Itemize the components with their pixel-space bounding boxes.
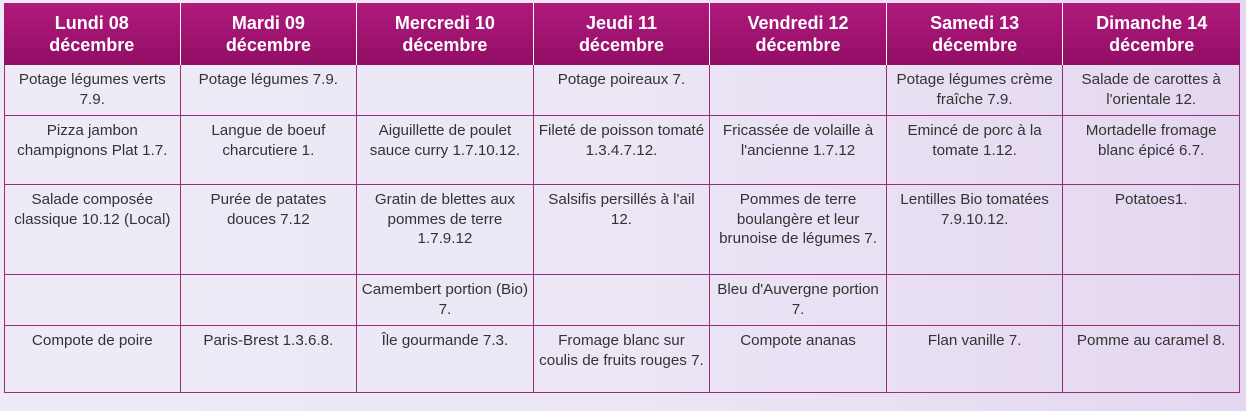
menu-cell: Salsifis persillés à l'ail 12. bbox=[534, 185, 711, 275]
menu-cell: Pizza jambon champignons Plat 1.7. bbox=[4, 116, 181, 185]
day-month: décembre bbox=[49, 35, 135, 55]
menu-cell: Compote de poire bbox=[4, 326, 181, 393]
menu-cell bbox=[1063, 275, 1240, 326]
day-name: Mardi 09 bbox=[231, 13, 305, 33]
menu-cell: Salade composée classique 10.12 (Local) bbox=[4, 185, 181, 275]
menu-cell: Langue de boeuf charcutiere 1. bbox=[181, 116, 358, 185]
day-header-tuesday bbox=[181, 3, 358, 65]
menu-cell bbox=[534, 275, 711, 326]
day-name: Samedi 13 bbox=[930, 13, 1020, 33]
menu-cell: Purée de patates douces 7.12 bbox=[181, 185, 358, 275]
day-header-wednesday bbox=[357, 3, 534, 65]
menu-cell: Emincé de porc à la tomate 1.12. bbox=[887, 116, 1064, 185]
menu-cell: Compote ananas bbox=[710, 326, 887, 393]
menu-row-main bbox=[4, 116, 1240, 185]
day-name: Jeudi 11 bbox=[585, 13, 657, 33]
menu-cell: Lentilles Bio tomatées 7.9.10.12. bbox=[887, 185, 1064, 275]
menu-table bbox=[4, 3, 1240, 393]
menu-cell: Fricassée de volaille à l'ancienne 1.7.12 bbox=[710, 116, 887, 185]
menu-row-side bbox=[4, 185, 1240, 275]
menu-cell: Potatoes1. bbox=[1063, 185, 1240, 275]
day-month: décembre bbox=[1109, 35, 1195, 55]
day-header-sunday bbox=[1063, 3, 1240, 65]
day-header-monday bbox=[4, 3, 181, 65]
menu-cell: Potage légumes crème fraîche 7.9. bbox=[887, 65, 1064, 116]
menu-cell: Paris-Brest 1.3.6.8. bbox=[181, 326, 358, 393]
day-name: Dimanche 14 bbox=[1096, 13, 1208, 33]
menu-cell: Camembert portion (Bio) 7. bbox=[357, 275, 534, 326]
day-name: Mercredi 10 bbox=[394, 13, 495, 33]
weekly-menu bbox=[4, 3, 1240, 393]
menu-cell: Gratin de blettes aux pommes de terre 1.7.9.12 bbox=[357, 185, 534, 275]
day-name: Lundi 08 bbox=[54, 13, 129, 33]
menu-cell: Fromage blanc sur coulis de fruits rouges 7. bbox=[534, 326, 711, 393]
menu-cell: Potage poireaux 7. bbox=[534, 65, 711, 116]
menu-cell bbox=[4, 275, 181, 326]
day-header-thursday bbox=[534, 3, 711, 65]
menu-cell: Bleu d'Auvergne portion 7. bbox=[710, 275, 887, 326]
menu-cell: Mortadelle fromage blanc épicé 6.7. bbox=[1063, 116, 1240, 185]
menu-cell: Pomme au caramel 8. bbox=[1063, 326, 1240, 393]
menu-cell: Salade de carottes à l'orientale 12. bbox=[1063, 65, 1240, 116]
menu-cell bbox=[710, 65, 887, 116]
menu-row-cheese bbox=[4, 275, 1240, 326]
menu-row-dessert bbox=[4, 326, 1240, 393]
day-header-saturday bbox=[887, 3, 1064, 65]
menu-cell: Île gourmande 7.3. bbox=[357, 326, 534, 393]
menu-cell bbox=[887, 275, 1064, 326]
day-month: décembre bbox=[225, 35, 311, 55]
menu-cell: Fileté de poisson tomaté 1.3.4.7.12. bbox=[534, 116, 711, 185]
menu-row-starter bbox=[4, 65, 1240, 116]
menu-cell: Aiguillette de poulet sauce curry 1.7.10.12. bbox=[357, 116, 534, 185]
menu-cell: Pommes de terre boulangère et leur brunoise de légumes 7. bbox=[710, 185, 887, 275]
day-name: Vendredi 12 bbox=[747, 13, 849, 33]
menu-cell: Flan vanille 7. bbox=[887, 326, 1064, 393]
menu-cell bbox=[181, 275, 358, 326]
day-month: décembre bbox=[402, 35, 488, 55]
menu-cell bbox=[357, 65, 534, 116]
day-month: décembre bbox=[578, 35, 664, 55]
day-header-friday bbox=[710, 3, 887, 65]
menu-cell: Potage légumes 7.9. bbox=[181, 65, 358, 116]
header-row bbox=[4, 3, 1240, 65]
day-month: décembre bbox=[932, 35, 1018, 55]
menu-cell: Potage légumes verts 7.9. bbox=[4, 65, 181, 116]
day-month: décembre bbox=[755, 35, 841, 55]
